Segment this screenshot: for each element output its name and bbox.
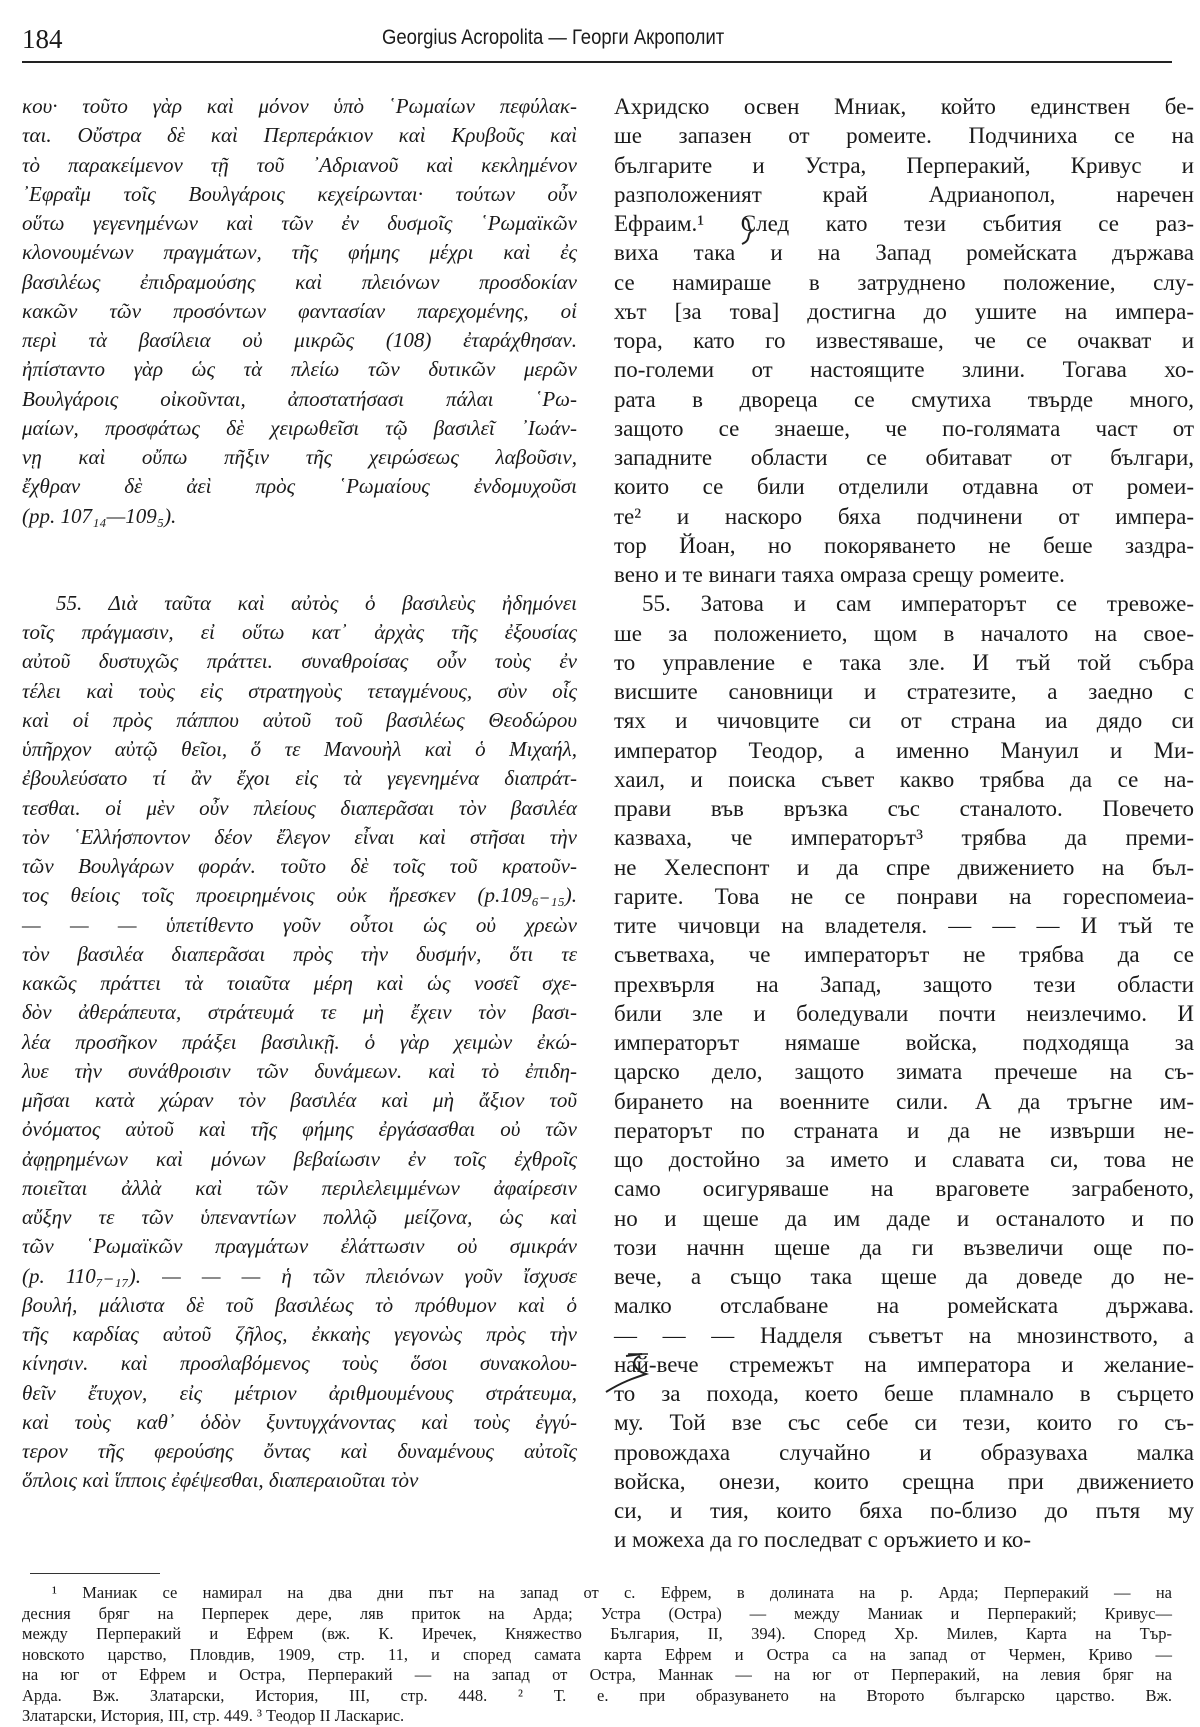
text-line: ператорът по страната и да не извърши не- xyxy=(614,1117,1194,1143)
text-line: тях и чичовците си от страна иа дядо си xyxy=(614,708,1194,734)
text-line: които се били отделили отдавна от ромеи- xyxy=(614,474,1194,500)
text-line: ше запазен от ромеите. Подчиниха се на xyxy=(614,123,1194,149)
text-line: ὑπῆρχον αὐτῷ θεῖοι, ὅ τε Μανουὴλ καὶ ὁ Μιχαήλ, xyxy=(22,737,577,761)
text-line: тите чичовци на владетеля. — — — И тъй те xyxy=(614,913,1194,938)
text-line: 55. Διὰ ταῦτα καὶ αὐτὸς ὁ βασιλεὺς ἠδημόνει xyxy=(56,590,577,615)
bulgarian-paragraph-55 xyxy=(614,589,1194,1554)
text-line: по-големи от настоящите злини. Тогава хо- xyxy=(614,357,1194,383)
greek-paragraph-55 xyxy=(22,589,577,1496)
text-line: τὸ παρακείμενον τῇ τοῦ ᾿Αδριανοῦ καὶ κεκλημένον xyxy=(22,152,577,177)
text-line: то управление е така зле. И тъй той събра xyxy=(614,649,1194,675)
text-line: прави във връзка със станалото. Повечето xyxy=(614,796,1194,821)
text-line: ὅπλοις καὶ ἵπποις ἐφέψεσθαι, διαπεραιοῦται τὸν xyxy=(22,1468,419,1493)
text-line: καὶ οἱ πρὸς πάππου αὐτοῦ τοῦ βασιλέως Θεοδώρου xyxy=(22,707,577,732)
text-line: император Теодор, а именно Мануил и Ми- xyxy=(614,737,1194,763)
text-line: μαίων, προσφάτως δὲ χειρωθεῖσι τῷ βασιλεῖ ᾿Ιωάν- xyxy=(22,415,577,440)
text-line: най-вече стремежът на императора и желание- xyxy=(614,1351,1194,1377)
footnote-line: между Перперакий и Ефрем (вж. К. Иречек, Княжество България, II, 394). Според Хр. Милев, Карта на Тър- xyxy=(22,1624,1172,1643)
text-line: тор Йоан, но покоряването не беше заздра- xyxy=(614,532,1194,558)
page-number: 184 xyxy=(22,24,63,54)
footnote-line: Арда. Вж. Златарски, История, III, стр. 448. ² Т. е. при образуването на Второто българско царство. Вж. xyxy=(22,1685,1172,1705)
text-line: що достойно за името и славата си, това не xyxy=(614,1147,1194,1172)
text-line: μῆσαι κατὰ χώραν τὸν βασιλέα καὶ μὴ ἄξιον τοῦ xyxy=(22,1088,577,1112)
text-line: κίνησιν. καὶ προσλαβόμενος τοὺς ὅσοι συνακολου- xyxy=(22,1351,577,1376)
footnote-line: на юг от Ефрем и Остра, Перперакий — на запад от Остра, Маннак — на юг от Перперакий, на левия бряг на xyxy=(22,1665,1172,1684)
footnote-line: новското царство, Пловдив, 1909, стр. 11, и според самата карта Ефрем и Остра са на запад от Чермен, Криво — xyxy=(22,1644,1172,1664)
footnote-line: Златарски, История, III, стр. 449. ³ Теодор II Ласкарис. xyxy=(22,1706,405,1725)
text-line: защото се знаеше, че по-голямата част от xyxy=(614,415,1194,441)
text-line: καὶ τοὺς καθ᾿ ὁδὸν ξυντυγχάνοντας καὶ τοὺς ἐγγύ- xyxy=(22,1409,577,1434)
text-line: ἐβουλεύσατο τί ἂν ἔχοι εἰς τὰ γεγενημένα διαπράτ- xyxy=(22,766,577,791)
text-line: този начнн щеше да ги възвеличи още по- xyxy=(614,1234,1194,1260)
text-line: τῆς καρδίας αὐτοῦ ζῆλος, ἐκκαὴς γεγονὼς πρὸς τὴν xyxy=(22,1322,577,1346)
text-line: ше за положението, щом в началото на свое- xyxy=(614,620,1194,646)
text-line: τὸν ῾Ελλήσποντον δέον ἔλεγον εἶναι καὶ στῆσαι τὴν xyxy=(22,824,577,849)
text-line: ὀνόματος αὐτοῦ καὶ τῆς φήμης ἐργάσασθαι οὐ τῶν xyxy=(22,1117,577,1142)
text-line: но и щеше да им даде и останалото и по xyxy=(614,1205,1194,1231)
text-line: хът [за това] достигна до ушите на импера- xyxy=(614,298,1194,324)
text-line: императорът нямаше войска, подходяща за xyxy=(614,1030,1194,1055)
text-line: ἀφῃρημένων καὶ μόνων βεβαίωσιν ἐν τοῖς ἐχθροῖς xyxy=(22,1146,577,1171)
text-line: рата в двореца се смутиха твърде много, xyxy=(614,386,1194,412)
text-line: гарите. Това не се понрави на гореспомеиа- xyxy=(614,883,1194,909)
text-line: то за похода, което беше пламнало в сърцето xyxy=(614,1381,1194,1406)
text-line: хаил, и поиска съвет какво трябва да се на- xyxy=(614,766,1194,792)
text-line: не Хелеспонт и да спре движението на бъл- xyxy=(614,854,1194,880)
text-line: се намираше в затруднено положение, слу- xyxy=(614,269,1194,295)
text-line: — — — Надделя съветът на мнозинството, а xyxy=(614,1322,1194,1348)
text-line: вено и те винаги таяха омраза срещу ромеите. xyxy=(614,562,1065,587)
text-line: западните области се обитават от българи, xyxy=(614,445,1194,470)
text-line: ἠπίσταντο γὰρ ὡς τὰ πλείω τῶν δυτικῶν μερῶν xyxy=(22,357,577,382)
footnote-line: десния бряг на Перперек дере, ляв приток на Арда; Устра (Остра) — между Маниак и Перперакий; Кривус— xyxy=(22,1603,1172,1623)
text-line: βουλή, μάλιστα δὲ τοῦ βασιλέως τὸ πρόθυμον καὶ ὁ xyxy=(22,1292,577,1317)
text-line: αὔξην τε τῶν ὑπεναντίων πολλῷ μείζονα, ὡς καὶ xyxy=(22,1205,577,1229)
text-line: αὐτοῦ δυστυχῶς πράττει. συναθροίσας οὖν τοὺς ἐν xyxy=(22,649,577,674)
text-line: κακῶς πράττει τὰ τοιαῦτα μέρη καὶ ὡς νοσεῖ σχε- xyxy=(22,971,577,995)
text-line: висшите сановници и стратезите, а заедно с xyxy=(614,679,1194,704)
text-line: τος θείοις τοῖς προειρημένοις οὐκ ἤρεσκεν (p.109₆₋₁₅). xyxy=(22,883,577,908)
text-line: бирането на военните сили. А да тръгне им- xyxy=(614,1088,1194,1114)
text-line: били зле и боледували почти неизлечимо. И xyxy=(614,1000,1194,1026)
text-line: περὶ τὰ βασίλεια οὐ μικρῶς (108) ἐταράχθησαν. xyxy=(22,328,577,352)
text-line: λέα προσῆκον πράξει βασιλικῇ. ὁ γὰρ χειμὼν ἐκώ- xyxy=(22,1029,577,1054)
text-line: провождаха случайно и образуваха малка xyxy=(614,1439,1194,1465)
running-title: Georgius Acropolita — Георги Акрополит xyxy=(382,26,725,49)
text-line: τέλει καὶ τοὺς εἰς στρατηγοὺς τεταγμένους, σὺν οἷς xyxy=(22,678,577,703)
text-line: βασιλέως ἐπιδραμούσης καὶ πλειόνων προσδοκίαν xyxy=(22,269,577,294)
text-line: — — — ὑπετίθεντο γοῦν οὗτοι ὡς οὐ χρεὼν xyxy=(22,912,577,937)
text-line: ἔχθραν δὲ ἀεὶ πρὸς ῾Ρωμαίους ἐνδομυχοῦσι xyxy=(22,474,577,499)
footnote-rule xyxy=(30,1573,160,1574)
text-line: войска, онези, които срещна при движението xyxy=(614,1468,1194,1494)
text-line: и можеха да го последват с оръжието и ко- xyxy=(614,1527,1032,1553)
text-line: λυε τὴν συνάθροισιν τῶν δυνάμεων. καὶ τὸ ἐπιδη- xyxy=(22,1058,577,1083)
text-line: си, и тия, които бяха по-близо до пътя му xyxy=(614,1498,1194,1523)
text-line: τερον τῆς φερούσης ὄντας καὶ δυναμένους αὐτοῖς xyxy=(22,1439,577,1463)
text-line: само осигуряваше на враговете заграбеното, xyxy=(614,1176,1194,1202)
text-line: (pp. 107₁₄—109₅). xyxy=(22,503,177,528)
text-line: виха така и на Запад ромейската държава xyxy=(614,240,1194,266)
text-line: прехвърля на Запад, защото тези области xyxy=(614,971,1194,997)
text-line: Ефраим.¹ След като тези събития се раз- xyxy=(614,211,1194,236)
text-line: му. Той взе със себе си тези, които го съ- xyxy=(614,1410,1194,1436)
text-line: νῃ καὶ οὔπω πῆξιν τῆς χειρώσεως λαβοῦσιν, xyxy=(22,445,577,469)
footnotes xyxy=(22,1583,1172,1727)
text-line: царско дело, защото зимата пречеше на съ- xyxy=(614,1059,1194,1085)
text-line: θεῖν ἔτυχον, εἰς μέτριον ἀριθμουμένους στράτευμα, xyxy=(22,1380,577,1405)
text-line: τὸν βασιλέα διαπερᾶσαι πρὸς τὴν δυσμήν, ὅτι τε xyxy=(22,941,577,966)
text-line: κακῶν τῶν προσόντων φαντασίαν παρεχομένης, οἱ xyxy=(22,298,577,323)
text-line: съветваха, че императорът не трябва да се xyxy=(614,942,1194,968)
text-line: 55. Затова и сам императорът се тревоже- xyxy=(642,591,1194,617)
greek-paragraph-1 xyxy=(22,92,577,531)
text-line: οὕτω γεγενημένων καὶ τῶν ἐν δυσμοῖς ῾Ρωμαϊκῶν xyxy=(22,211,577,235)
text-line: ποιεῖται ἀλλὰ καὶ τῶν περιλελειμμένων ἀφαίρεσιν xyxy=(22,1175,577,1200)
text-line: малко отслабване на ромейската държава. xyxy=(614,1293,1194,1319)
text-line: (p. 110₇₋₁₇). — — — ἡ τῶν πλειόνων γοῦν ἴσχυσε xyxy=(22,1263,577,1288)
text-line: κλονουμένων πραγμάτων, τῆς φήμης μέχρι καὶ ἐς xyxy=(22,240,577,265)
text-line: τῶν ῾Ρωμαϊκῶν πραγμάτων ἐλάττωσιν οὐ σμικράν xyxy=(22,1234,577,1259)
footnote-line: ¹ Маниак се намирал на два дни път на запад от с. Ефрем, в долината на р. Арда; Перперакий — на xyxy=(52,1583,1172,1602)
text-line: българите и Устра, Перперакий, Кривус и xyxy=(614,152,1194,178)
text-line: τῶν Βουλγάρων φοράν. τοῦτο δὲ τοῖς τοῦ κρατοῦν- xyxy=(22,854,577,878)
text-line: Ахридско освен Мниак, който единствен бе- xyxy=(614,94,1194,119)
bulgarian-translation-column xyxy=(614,92,1194,1555)
text-line: казваха, че императорът³ трябва да преми- xyxy=(614,825,1194,851)
text-line: Βουλγάροις οἰκοῦνται, ἀποστατήσασι πάλαι ῾Ρω- xyxy=(22,386,577,411)
bulgarian-paragraph-1 xyxy=(614,92,1194,589)
text-line: вече, а също така щеше да доведе до не- xyxy=(614,1264,1194,1289)
text-line: те² и наскоро бяха подчинени от импера- xyxy=(614,503,1194,529)
text-line: δὸν ἀθεράπευτα, στράτευμά τε μὴ ἔχειν τὸν βασι- xyxy=(22,1000,577,1025)
page-header xyxy=(22,22,1170,62)
text-line: τοῖς πράγμασιν, εἰ οὕτω κατ᾿ ἀρχὰς τῆς ἐξουσίας xyxy=(22,620,577,644)
text-line: разположеният край Адрианопол, наречен xyxy=(614,181,1194,207)
text-line: тора, като го известяваше, че се очакват и xyxy=(614,328,1194,353)
text-line: κου· τοῦτο γὰρ καὶ μόνον ὑπὸ ῾Ρωμαίων πεφύλακ- xyxy=(22,94,577,118)
paragraph-gap xyxy=(22,531,577,589)
header-rule xyxy=(22,61,1172,63)
text-line: τεσθαι. οἱ μὲν οὖν πλείους διαπερᾶσαι τὸν βασιλέα xyxy=(22,795,577,820)
text-line: ται. Οὔστρα δὲ καὶ Περπεράκιον καὶ Κρυβοῦς καὶ xyxy=(22,123,577,148)
greek-text-column xyxy=(22,92,577,1496)
text-line: ᾿Εφραῒμ τοῖς Βουλγάροις κεχείρωνται· τούτων οὖν xyxy=(22,181,577,206)
